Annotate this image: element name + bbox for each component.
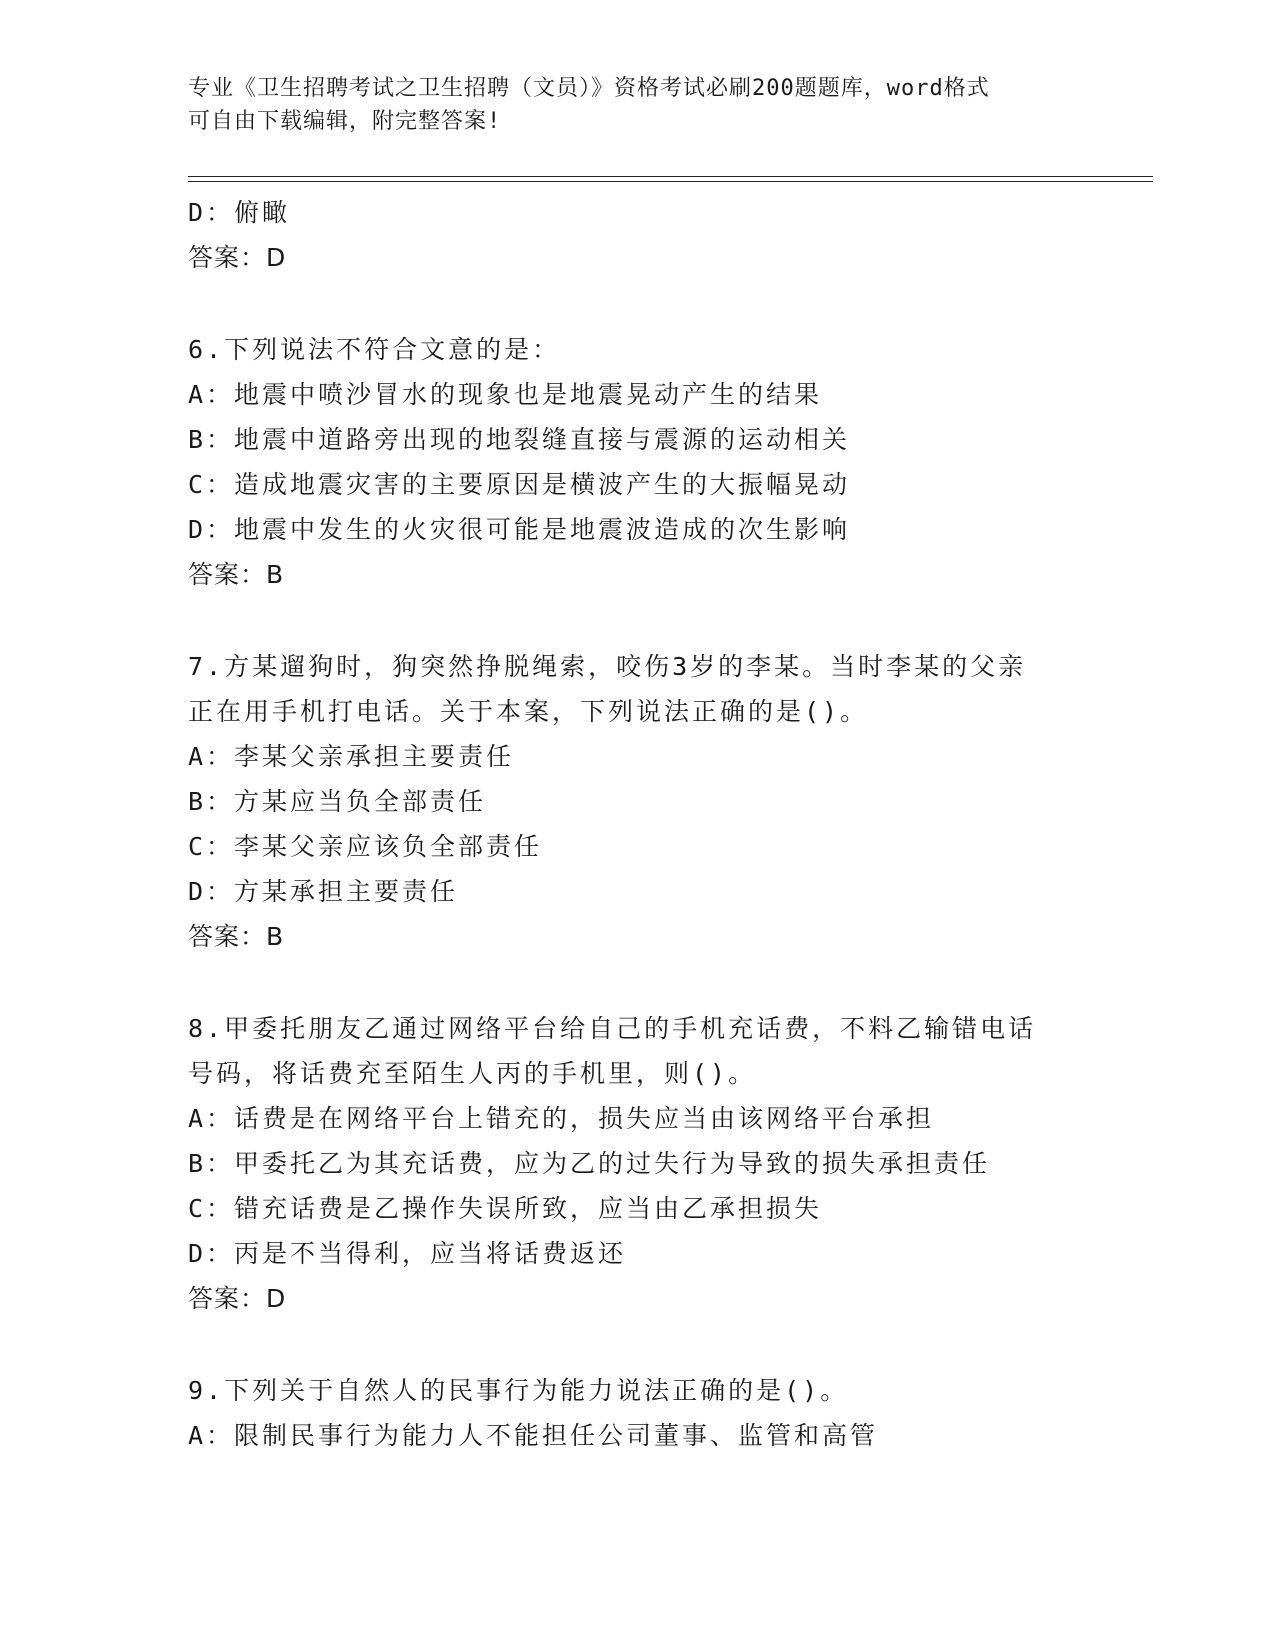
option-d: D：地震中发生的火灾很可能是地震波造成的次生影响 [188, 515, 851, 544]
header-divider-top [188, 176, 1153, 177]
page-header [188, 72, 1068, 138]
option-a: A：限制民事行为能力人不能担任公司董事、监管和高管 [188, 1421, 879, 1450]
option-d: D：俯瞰 [188, 198, 291, 227]
option-c: C：错充话费是乙操作失误所致，应当由乙承担损失 [188, 1194, 823, 1223]
spacer [188, 280, 1148, 327]
question-stem: 9.下列关于自然人的民事行为能力说法正确的是()。 [188, 1376, 849, 1405]
option-d: D：丙是不当得利，应当将话费返还 [188, 1239, 627, 1268]
question-stem-line-1: 8.甲委托朋友乙通过网络平台给自己的手机充话费，不料乙输错电话 [188, 1014, 1037, 1043]
option-b: B：方某应当负全部责任 [188, 787, 487, 816]
spacer [188, 597, 1148, 644]
spacer [188, 959, 1148, 1006]
question-stem-line-1: 7.方某遛狗时，狗突然挣脱绳索，咬伤3岁的李某。当时李某的父亲 [188, 652, 1027, 681]
option-b: B：甲委托乙为其充话费，应为乙的过失行为导致的损失承担责任 [188, 1149, 991, 1178]
header-title-line-1: 专业《卫生招聘考试之卫生招聘（文员）》资格考试必刷200题题库，word格式 [188, 76, 990, 101]
option-c: C：李某父亲应该负全部责任 [188, 832, 543, 861]
header-divider-bottom [188, 181, 1153, 182]
answer-line: 答案：D [188, 243, 287, 272]
answer-line: 答案：B [188, 560, 285, 589]
question-stem: 6.下列说法不符合文意的是： [188, 335, 561, 364]
option-d: D：方某承担主要责任 [188, 877, 459, 906]
question-stem-line-2: 正在用手机打电话。关于本案，下列说法正确的是()。 [188, 697, 869, 726]
question-9 [188, 1368, 1148, 1458]
spacer [188, 1321, 1148, 1368]
question-8 [188, 1006, 1148, 1321]
answer-line: 答案：B [188, 922, 285, 951]
option-a: A：李某父亲承担主要责任 [188, 742, 515, 771]
option-b: B：地震中道路旁出现的地裂缝直接与震源的运动相关 [188, 425, 851, 454]
question-7 [188, 644, 1148, 959]
option-a: A：话费是在网络平台上错充的，损失应当由该网络平台承担 [188, 1104, 935, 1133]
question-list [188, 190, 1148, 1458]
option-a: A：地震中喷沙冒水的现象也是地震晃动产生的结果 [188, 380, 823, 409]
answer-line: 答案：D [188, 1284, 287, 1313]
question-6 [188, 327, 1148, 597]
question-stem-line-2: 号码，将话费充至陌生人丙的手机里，则()。 [188, 1059, 757, 1088]
option-c: C：造成地震灾害的主要原因是横波产生的大振幅晃动 [188, 470, 851, 499]
header-title-line-2: 可自由下载编辑，附完整答案! [188, 109, 502, 134]
question-5-continued [188, 190, 1148, 280]
